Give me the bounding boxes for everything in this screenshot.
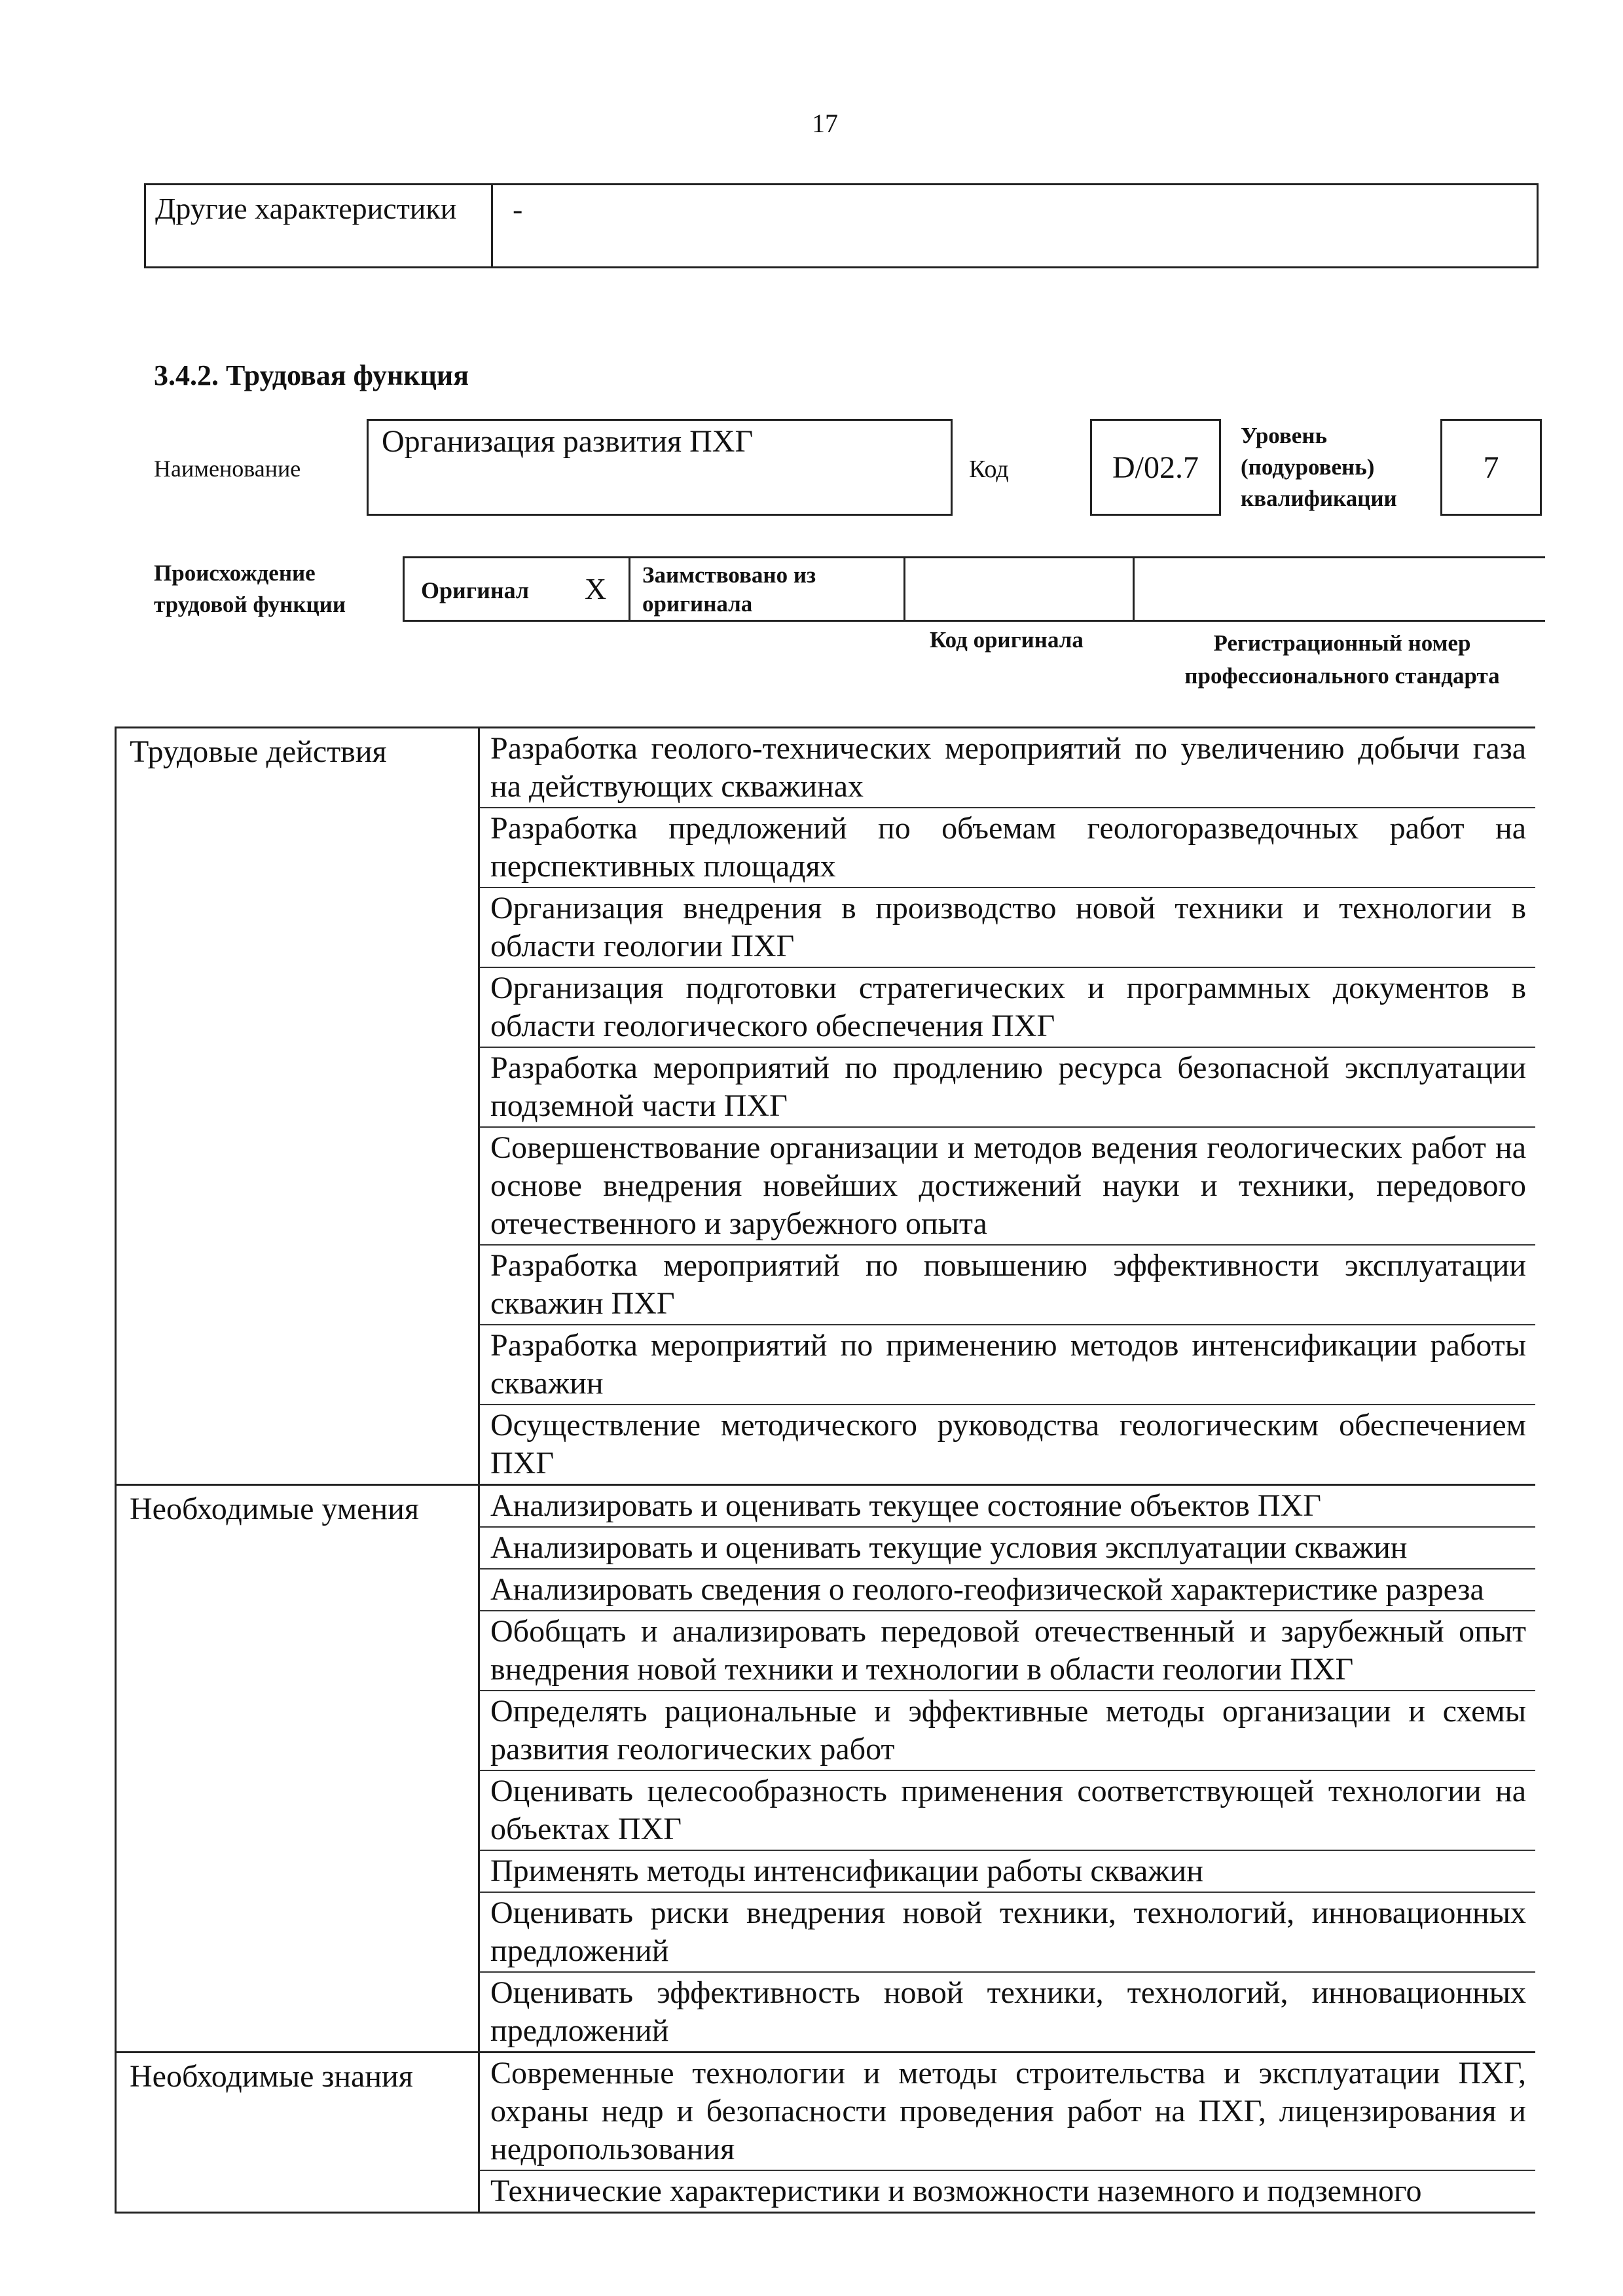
other-characteristics-label: Другие характеристики	[146, 185, 493, 266]
list-item: Технические характеристики и возможности наземного и подземного	[490, 2174, 1422, 2208]
registration-number-cell	[1133, 558, 1545, 620]
list-item: Разработка мероприятий по применению методов интенсификации работы скважин	[480, 1325, 1535, 1405]
list-item: Разработка мероприятий по повышению эффективности эксплуатации скважин ПХГ	[480, 1246, 1535, 1325]
requirements-table	[115, 726, 1535, 2214]
section-title: 3.4.2. Трудовая функция	[154, 359, 469, 391]
list-item: Разработка предложений по объемам геологоразведочных работ на перспективных площадях	[480, 808, 1535, 888]
list-item: Анализировать сведения о геолого-геофизической характеристике разреза	[480, 1570, 1535, 1611]
group-required-skills	[117, 1484, 1535, 2051]
list-item: Определять рациональные и эффективные методы организации и схемы развития геологических работ	[480, 1691, 1535, 1771]
code-label: Код	[969, 456, 1009, 483]
origin-row	[403, 556, 1545, 622]
list-item: Анализировать и оценивать текущие условия эксплуатации скважин	[480, 1528, 1535, 1570]
list-item: Применять методы интенсификации работы скважин	[480, 1851, 1535, 1893]
list-item: Оценивать риски внедрения новой техники, технологий, инновационных предложений	[480, 1893, 1535, 1973]
list-item: Оценивать целесообразность применения соответствующей технологии на объектах ПХГ	[480, 1771, 1535, 1851]
list-item: Организация внедрения в производство новой техники и технологии в области геологии ПХГ	[480, 888, 1535, 968]
list-item: Осуществление методического руководства геологическим обеспечением ПХГ	[490, 1408, 1526, 1480]
page-number: 17	[812, 109, 838, 138]
list-item: Анализировать и оценивать текущее состояние объектов ПХГ	[480, 1486, 1535, 1528]
original-code-caption: Код оригинала	[930, 627, 1084, 653]
function-code: D/02.7	[1090, 419, 1221, 516]
list-item: Разработка геолого-технических мероприятий по увеличению добычи газа на действующих скважинах	[480, 728, 1535, 808]
list-item: Оценивать эффективность новой техники, технологий, инновационных предложений	[490, 1975, 1526, 2048]
function-level: 7	[1440, 419, 1542, 516]
list-item: Совершенствование организации и методов ведения геологических работ на основе внедрения новейших достижений науки и техники, передового отечественного и зарубежного опыта	[480, 1128, 1535, 1246]
level-label: Уровень (подуровень) квалификации	[1241, 423, 1397, 511]
original-mark: X	[585, 572, 607, 605]
group-required-knowledge	[117, 2051, 1535, 2212]
group-label: Необходимые умения	[117, 1486, 480, 2051]
registration-caption: Регистрационный номер профессионального стандарта	[1184, 630, 1500, 689]
list-item: Обобщать и анализировать передовой отечественный и зарубежный опыт внедрения новой техники и технологии в области геологии ПХГ	[480, 1611, 1535, 1691]
group-label: Необходимые знания	[117, 2053, 480, 2212]
original-code-cell	[903, 558, 1133, 620]
origin-original-cell	[403, 558, 629, 620]
other-characteristics-value: -	[513, 192, 523, 226]
function-name: Организация развития ПХГ	[367, 419, 953, 516]
name-label: Наименование	[154, 456, 301, 482]
list-item: Организация подготовки стратегических и программных документов в области геологического обеспечения ПХГ	[480, 968, 1535, 1048]
borrowed-label: Заимствовано из оригинала	[629, 558, 903, 620]
other-characteristics-table	[144, 183, 1539, 268]
origin-label: Происхождение трудовой функции	[154, 560, 346, 617]
original-label: Оригинал	[421, 577, 530, 603]
group-label: Трудовые действия	[117, 728, 480, 1484]
list-item: Разработка мероприятий по продлению ресурса безопасной эксплуатации подземной части ПХГ	[480, 1048, 1535, 1128]
group-labor-actions	[117, 728, 1535, 1484]
list-item: Современные технологии и методы строительства и эксплуатации ПХГ, охраны недр и безопасности проведения работ на ПХГ, лицензирования и недропользования	[480, 2053, 1535, 2171]
